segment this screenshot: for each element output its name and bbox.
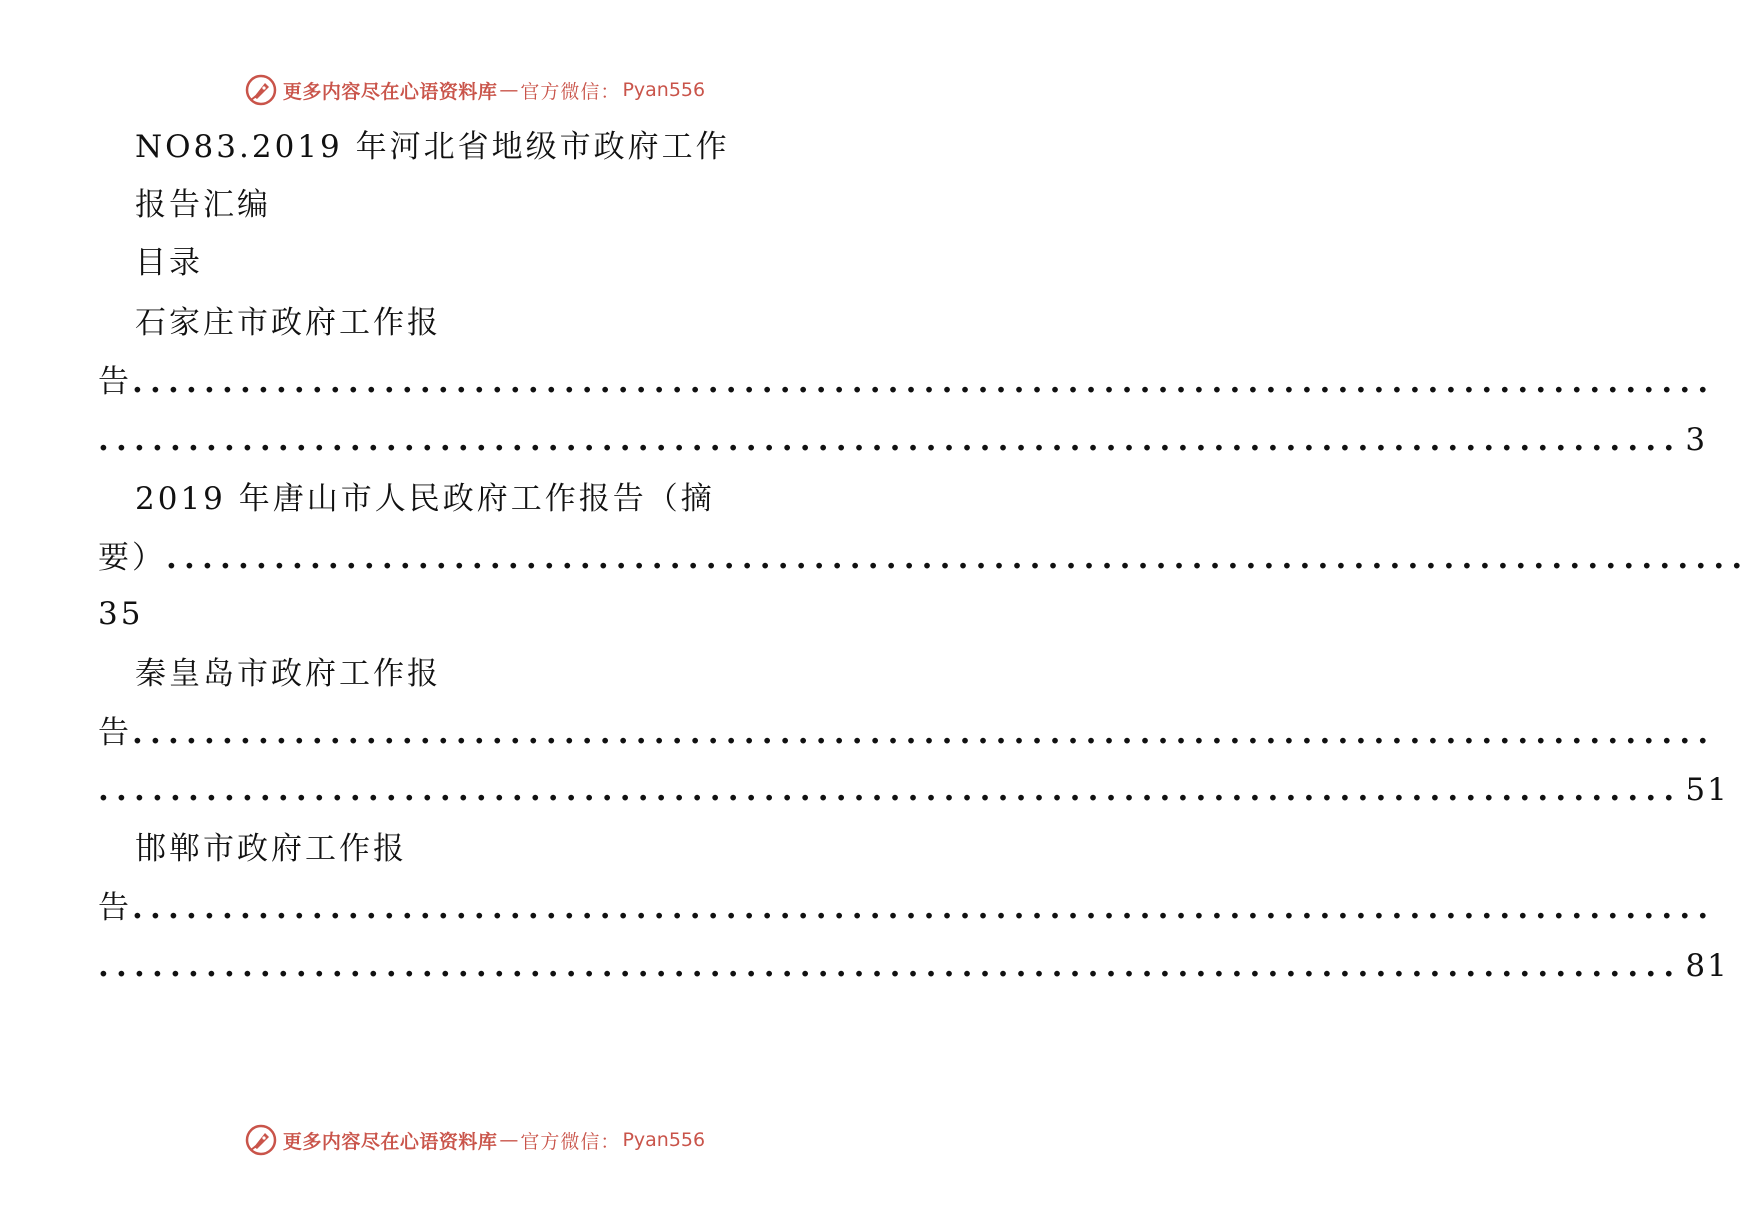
toc-entry-3-leader-row-1 — [98, 713, 1716, 753]
toc-entry-2-page: 35 — [98, 596, 144, 632]
toc-entry-4-title: 邯郸市政府工作报 — [135, 831, 407, 867]
watermark-sub-text: 官方微信： — [520, 1130, 621, 1153]
toc-entry-4-leader-row-2 — [98, 946, 1729, 986]
document-title-line-2: 报告汇编 — [135, 187, 271, 223]
toc-entry-1-page: 3 — [1685, 422, 1708, 458]
toc-entry-1-title: 石家庄市政府工作报 — [135, 305, 441, 341]
dot-leader: ........................................................................................ — [98, 772, 1682, 808]
watermark-wechat-id: Pyan556 — [622, 1129, 706, 1151]
toc-entry-3-page: 51 — [1685, 772, 1729, 808]
dot-leader: ........................................................................................ — [132, 364, 1716, 400]
watermark-main-text: 更多内容尽在心语资料库 — [282, 80, 498, 103]
dot-leader: ........................................................................................ — [98, 422, 1682, 458]
watermark-main-text: 更多内容尽在心语资料库 — [282, 1130, 498, 1153]
toc-heading: 目录 — [135, 245, 203, 281]
document-title-line-1: NO83.2019 年河北省地级市政府工作 — [135, 129, 730, 165]
toc-entry-4-leader-row-1 — [98, 888, 1716, 928]
footer-watermark — [0, 1120, 950, 1160]
watermark-sub-text: 官方微信： — [520, 80, 621, 103]
toc-entry-3-title: 秦皇岛市政府工作报 — [135, 656, 441, 692]
toc-entry-4-page: 81 — [1685, 948, 1729, 984]
dot-leader: ........................................................................................ — [98, 948, 1682, 984]
dot-leader: ........................................................................................ — [132, 890, 1716, 926]
toc-entry-2-title-tail: 要） — [98, 540, 166, 576]
toc-entry-1-leader-row-2 — [98, 420, 1708, 460]
toc-entry-1-leader-row-1 — [98, 362, 1716, 402]
toc-entry-2-leader-row-1 — [98, 538, 1749, 578]
toc-entry-3-title-tail: 告 — [98, 715, 132, 751]
toc-entry-3-leader-row-2 — [98, 770, 1729, 810]
toc-entry-2-title: 2019 年唐山市人民政府工作报告（摘 — [135, 481, 715, 517]
pen-nib-logo-icon — [245, 1124, 277, 1156]
dot-leader: ........................................................................................ — [166, 540, 1749, 576]
pen-nib-logo-icon — [245, 74, 277, 106]
dot-leader: ........................................................................................ — [132, 715, 1716, 751]
watermark-separator: — — [499, 79, 519, 101]
watermark-separator: — — [499, 1129, 519, 1151]
toc-entry-4-title-tail: 告 — [98, 890, 132, 926]
toc-entry-1-title-tail: 告 — [98, 364, 132, 400]
watermark-wechat-id: Pyan556 — [622, 79, 706, 101]
header-watermark — [0, 70, 950, 110]
